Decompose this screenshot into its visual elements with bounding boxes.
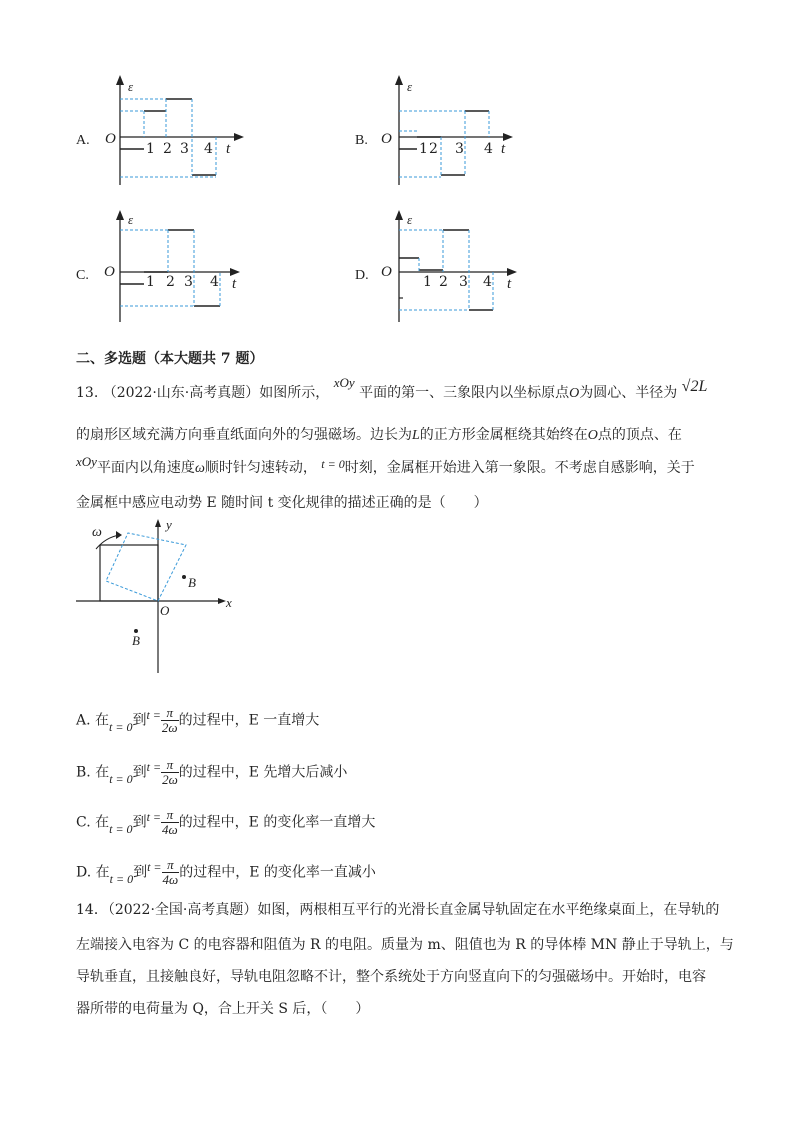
y-axis-label: ε [128,212,134,227]
y-axis-label: ε [407,79,413,94]
field-dot [182,575,186,579]
q13-line-2 [76,425,682,446]
tick-1: 1 [419,141,428,157]
option-text: 的过程中，E 先增大后减小 [178,764,348,781]
t-label: t = [147,859,162,874]
t-label: t = [146,707,161,722]
fraction [161,808,179,837]
option-text: 在 [95,712,110,729]
var-o: O [569,386,580,401]
option-a-graph[interactable] [76,75,276,195]
q13-text: 为圆心、半径为 [579,385,678,401]
var-omega: ω [194,461,205,476]
q13-text: 平面的第一、三象限内以坐标原点 [359,385,570,401]
fraction [162,858,180,887]
q13-line-4: 金属框中感应电动势 E 随时间 t 变化规律的描述正确的是（ ） [76,495,488,511]
fraction-num: π [161,758,179,773]
origin-label: O [381,264,392,280]
tick-4: 4 [483,274,492,290]
q13-line-3 [76,454,695,479]
fraction-num: π [161,706,179,721]
option-text: 到 [132,764,147,781]
var-l: L [412,428,420,443]
q14-line-1: 14．（2022·全国·高考真题）如图，两根相互平行的光滑长直金属导轨固定在水平绝缘桌面上，在导轨的 [76,902,720,918]
tick-2: 2 [429,141,438,157]
q13-text: 点的顶点、在 [597,427,682,443]
option-text: 的过程中，E 的变化率一直减小 [179,864,376,881]
option-letter: B. [355,133,368,148]
x-axis-arrow [234,133,244,141]
option-text: 的过程中，E 的变化率一直增大 [178,814,376,831]
fraction-den: 4ω [162,872,179,887]
origin-label: O [381,131,392,147]
q13-figure [76,515,246,675]
option-letter: B. [76,764,91,781]
option-letter: A. [76,133,90,148]
option-letter: C. [76,268,89,283]
tick-3: 3 [184,274,193,290]
option-text: 到 [133,864,148,881]
option-text: 在 [95,764,110,781]
option-text: 在 [95,864,110,881]
question-number: 13. [76,385,99,401]
var-xoy: xOy [333,375,355,390]
option-text: 在 [95,814,110,831]
option-c-graph[interactable] [76,210,276,330]
option-b-graph[interactable] [355,75,555,195]
tick-3: 3 [455,141,464,157]
y-axis-label: ε [407,212,413,227]
option-d-graph[interactable] [355,210,555,330]
question-source: （2022·山东·高考真题）如图所示， [102,385,330,401]
q14-line-4: 器所带的电荷量为 Q，合上开关 S 后，（ ） [76,1001,370,1017]
tick-4: 4 [484,141,493,157]
var-o: O [587,428,598,443]
tick-1: 1 [146,274,155,290]
origin-label: O [160,603,170,618]
t-zero: t = 0 [109,771,133,786]
x-axis-label: t [226,141,231,157]
tick-1: 1 [146,141,155,157]
q13-text: 的正方形金属框绕其始终在 [419,427,588,443]
fraction-den: 4ω [162,822,178,837]
x-axis-label: t [232,276,237,292]
tick-4: 4 [210,274,219,290]
x-label: x [226,595,232,610]
q13-line-1 [76,375,708,404]
dashed-guides [120,99,216,177]
fraction [161,758,179,787]
t-label: t = [146,759,162,774]
fraction-den: 2ω [162,772,178,787]
t-label: t = [146,809,161,824]
x-axis-label: t [507,276,512,292]
y-label: y [166,517,172,532]
tick-3: 3 [459,274,468,290]
option-letter: D. [355,268,369,283]
option-text: 到 [132,712,147,729]
tick-2: 2 [163,141,172,157]
t-zero: t = 0 [109,719,133,734]
omega-label: ω [92,525,102,540]
q14-line-2: 左端接入电容为 C 的电容器和阻值为 R 的电阻。质量为 m、阻值也为 R 的导体棒 MN 静止于导轨上，与 [76,937,734,953]
q13-option-b[interactable] [76,758,347,787]
q13-option-d[interactable] [76,858,376,887]
fraction-num: π [162,858,180,873]
option-text: 到 [132,814,147,831]
tick-2: 2 [166,274,175,290]
field-label: B [188,575,196,590]
t-zero: t = 0 [109,821,133,836]
y-axis-label: ε [128,79,134,94]
tick-4: 4 [204,141,213,157]
q13-text: 平面内以角速度 [96,460,195,476]
q13-text: 时刻，金属框开始进入第一象限。不考虑自感影响，关于 [344,460,695,476]
option-letter: A. [76,712,91,729]
fraction-den: 2ω [161,720,178,735]
section-title: 二、多选题（本大题共 7 题） [76,351,264,367]
fraction [161,706,179,735]
tick-1: 1 [423,274,432,290]
tick-3: 3 [180,141,189,157]
x-axis-label: t [501,141,506,157]
fraction-num: π [161,808,179,823]
option-text: 的过程中，E 一直增大 [178,712,320,729]
t-zero: t = 0 [109,871,134,886]
q14-line-3: 导轨垂直，且接触良好，导轨电阻忽略不计，整个系统处于方向竖直向下的匀强磁场中。开始时，电容 [76,969,706,985]
rotated-frame [106,533,186,601]
radius-value: √2L [681,378,708,395]
tick-2: 2 [439,274,448,290]
q13-option-c[interactable] [76,808,375,837]
option-letter: D. [76,864,92,881]
option-letter: C. [76,814,91,831]
field-label: B [132,633,140,648]
origin-label: O [105,131,116,147]
q13-text: 的扇形区域充满方向垂直纸面向外的匀强磁场。边长为 [76,427,412,443]
square-frame [100,545,158,601]
q13-text: 顺时针匀速转动， [204,460,317,476]
t-zero: t = 0 [321,457,345,471]
origin-label: O [104,264,115,280]
y-axis-arrow [116,75,124,85]
var-xoy: xOy [76,454,97,469]
q13-option-a[interactable] [76,706,319,735]
